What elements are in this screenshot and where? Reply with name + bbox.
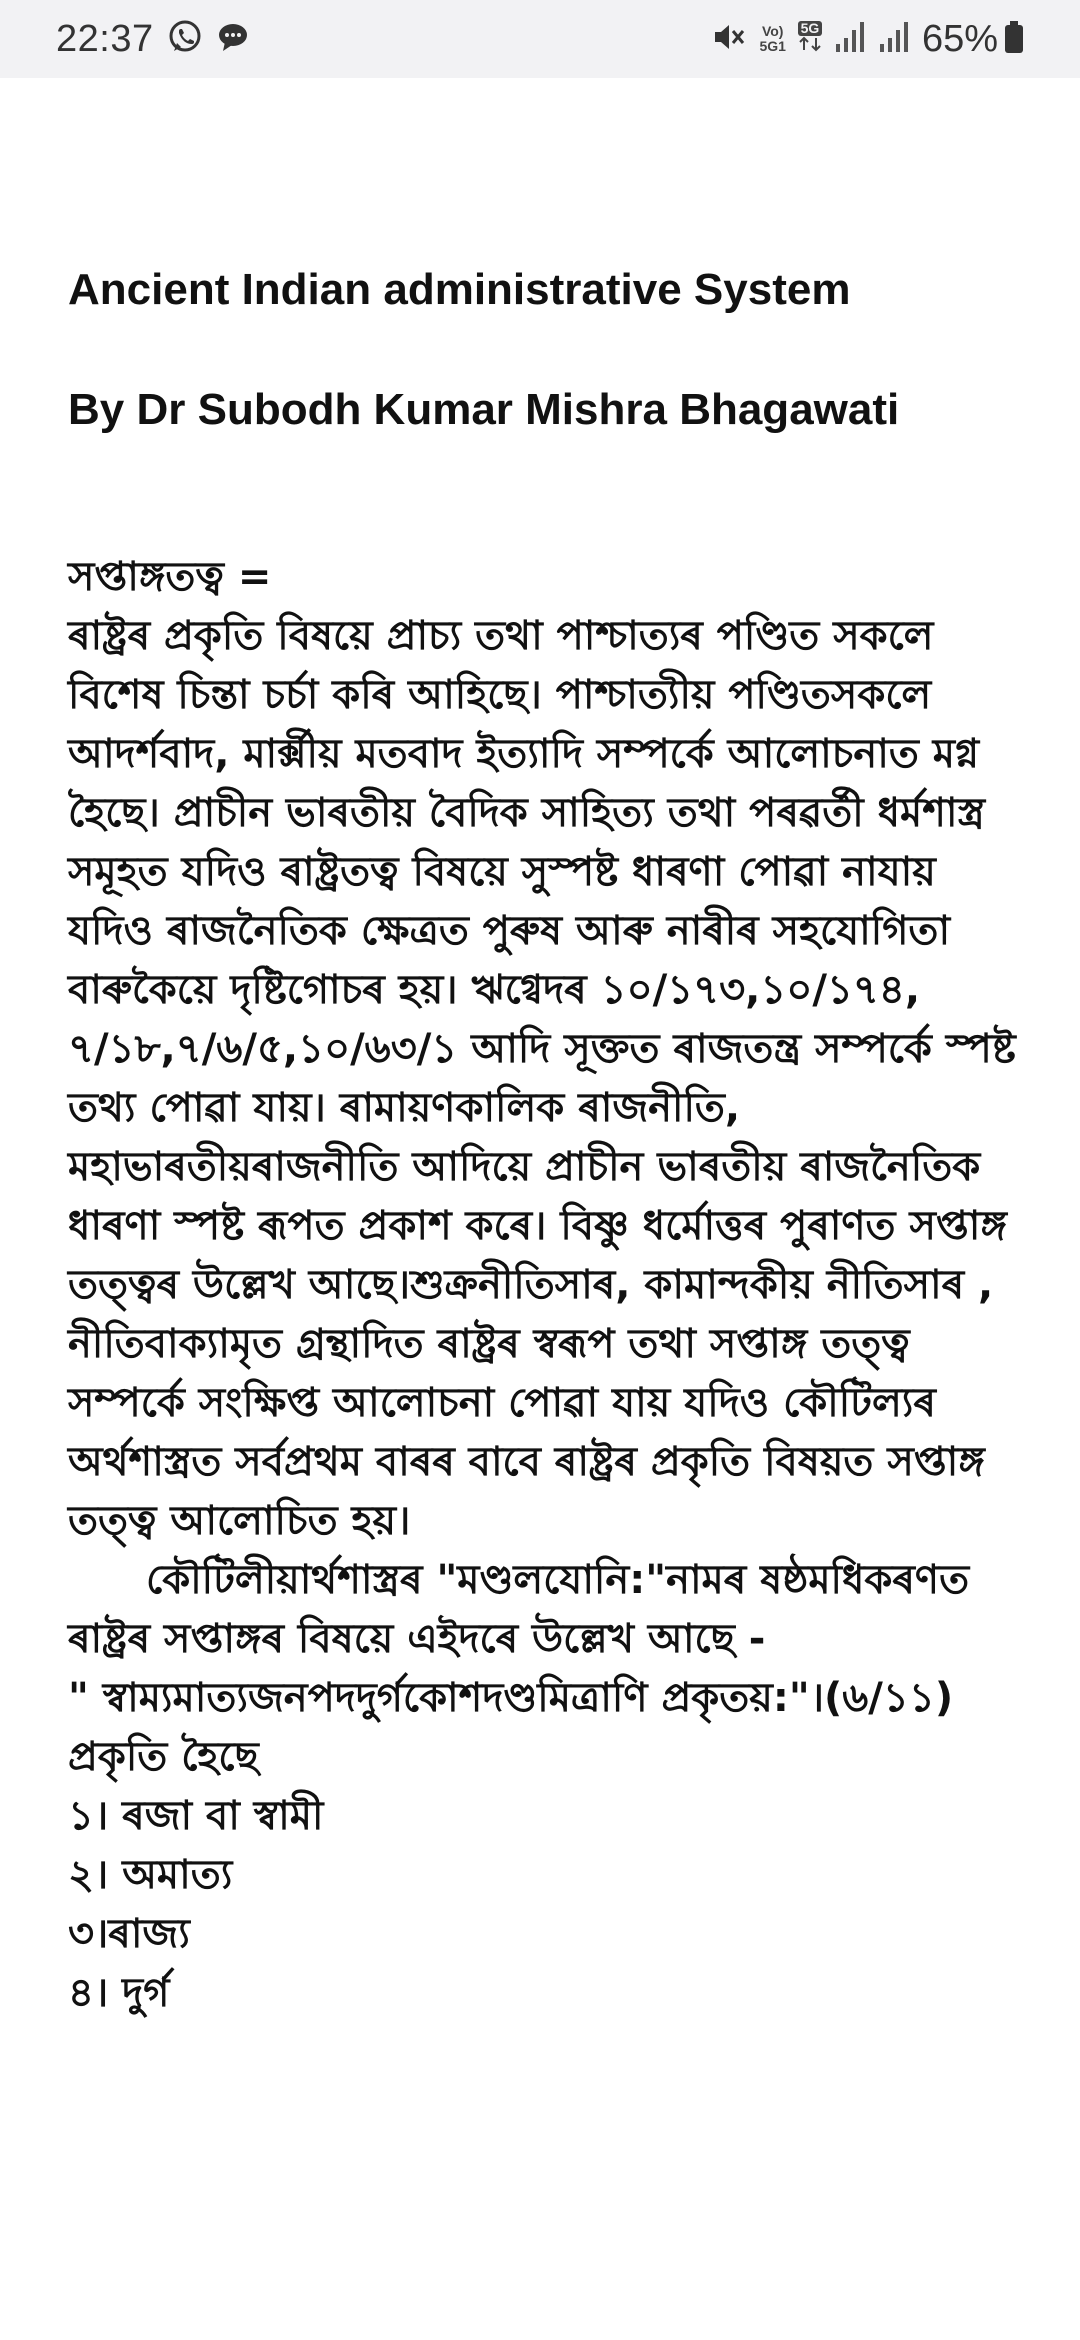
list-item: ৪। দুৰ্গ: [68, 1970, 170, 2016]
signal-icon: [878, 20, 910, 59]
article-body: [68, 548, 1028, 2023]
section-heading: সপ্তাঙ্গতত্ব =: [68, 554, 272, 600]
clock: 22:37: [56, 17, 154, 60]
paragraph: কৌটিলীয়াৰ্থশাস্ত্ৰৰ "মণ্ডলযোনি:"নামৰ ষষ্ঠমধিকৰণত ৰাষ্ট্ৰৰ সপ্তাঙ্গৰ বিষয়ে এইদৰে উল্লেখ আছে -: [68, 1557, 970, 1662]
list-item: ৩।ৰাজ্য: [68, 1911, 190, 1957]
chat-bubble-icon: [216, 20, 250, 59]
battery-icon: [1004, 20, 1024, 59]
article-byline: By Dr Subodh Kumar Mishra Bhagawati: [68, 385, 900, 434]
article-title: Ancient Indian administrative System: [68, 265, 851, 314]
network-5g-icon: [798, 21, 822, 57]
battery-percent: 65%: [921, 17, 998, 60]
volte-label-top: Vo): [761, 23, 784, 39]
paragraph: ৰাষ্ট্ৰৰ প্ৰকৃতি বিষয়ে প্ৰাচ্য তথা পাশ্চাত্যৰ পণ্ডিত সকলে বিশেষ চিন্তা চৰ্চা কৰি আহিছে। পাশ্চাত্যীয় পণ্ডিতসকলে আদৰ্শবাদ, মাৰ্ক্সীয় মতবাদ ইত্যাদি সম্পৰ্কে আলোচনাত মগ্ন হৈছে। প্ৰাচীন ভাৰতীয় বৈদিক সাহিত্য তথা পৰৱৰ্তী ধৰ্মশাস্ত্ৰ সমূহত যদিও ৰাষ্ট্ৰতত্ব বিষয়ে সুস্পষ্ট ধাৰণা পোৱা নাযায় যদিও ৰাজনৈতিক ক্ষেত্ৰত পুৰুষ আৰু নাৰীৰ সহযোগিতা বাৰুকৈয়ে দৃষ্টিগোচৰ হয়। ঋগ্বেদৰ ১০/১৭৩,১০/১৭৪, ৭/১৮,৭/৬/৫,১০/৬৩/১ আদি সূক্তত ৰাজতন্ত্ৰ সম্পৰ্কে স্পষ্ট তথ্য পোৱা যায়। ৰামায়ণকালিক ৰাজনীতি, মহাভাৰতীয়ৰাজনীতি আদিয়ে প্ৰাচীন ভাৰতীয় ৰাজনৈতিক ধাৰণা স্পষ্ট ৰূপত প্ৰকাশ কৰে। বিষ্ণু ধৰ্মোত্তৰ পুৰাণত সপ্তাঙ্গ তত্ত্বৰ উল্লেখ আছে।শুক্ৰনীতিসাৰ, কামান্দকীয় নীতিসাৰ , নীতিবাক্যামৃত গ্ৰন্থাদিত ৰাষ্ট্ৰৰ স্বৰূপ তথা সপ্তাঙ্গ তত্ত্ব সম্পৰ্কে সংক্ষিপ্ত আলোচনা পোৱা যায় যদিও কৌটিল্যৰ অৰ্থশাস্ত্ৰত সৰ্বপ্ৰথম বাৰৰ বাবে ৰাষ্ট্ৰৰ প্ৰকৃতি বিষয়ত সপ্তাঙ্গ তত্ত্ব আলোচিত হয়।: [68, 613, 1016, 1544]
list-item: ১। ৰজা বা স্বামী: [68, 1793, 324, 1839]
status-bar: [0, 0, 1080, 78]
mute-icon: [711, 19, 747, 60]
whatsapp-icon: [166, 18, 204, 61]
volte-icon: [759, 24, 785, 54]
list-item: ২। অমাত্য: [68, 1852, 233, 1898]
signal-icon: [834, 20, 866, 59]
status-bar-left: [56, 18, 250, 61]
list-intro: প্ৰকৃতি হৈছে: [68, 1734, 259, 1780]
volte-label-bottom: 5G1: [759, 38, 786, 54]
network-label: 5G: [798, 21, 822, 36]
article: [68, 260, 1028, 2023]
status-bar-right: [699, 18, 1024, 61]
quote: " স্বাম্যমাত্যজনপদদুৰ্গকোশদণ্ডমিত্ৰাণি প্ৰকৃতয়:"।(৬/১১): [68, 1675, 954, 1721]
